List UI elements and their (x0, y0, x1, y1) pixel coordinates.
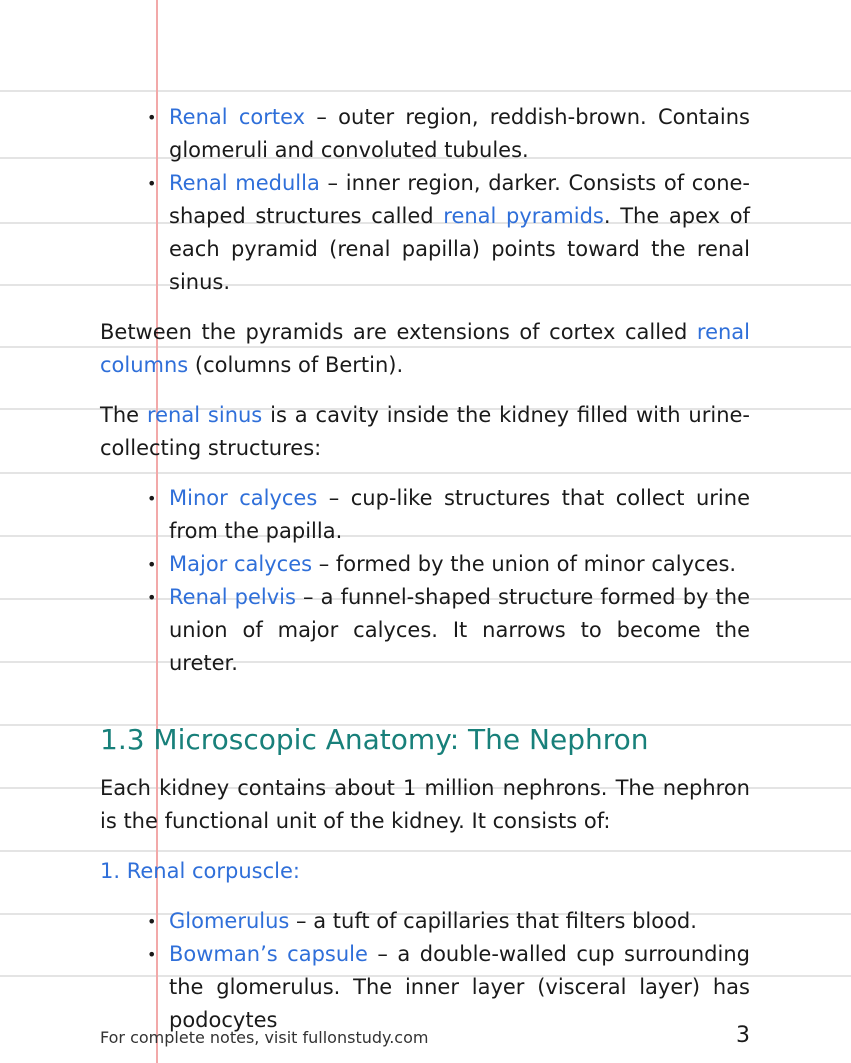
term: Major calyces (169, 552, 313, 576)
term: renal pyramids (443, 204, 604, 228)
page-content (100, 101, 750, 1037)
list-item: • Renal medulla – inner region, darker. Consists of cone-shaped structures called renal pyramids. The apex of each pyramid (renal papilla) points toward the renal sinus. (169, 167, 750, 299)
list-item: • Renal cortex – outer region, reddish-brown. Contains glomeruli and convoluted tubules. (169, 101, 750, 167)
term: Renal cortex (169, 105, 306, 129)
term: Bowman’s capsule (169, 942, 368, 966)
footer-link-text: For complete notes, visit fullonstudy.com (100, 1028, 429, 1047)
list-item: • Glomerulus – a tuft of capillaries that filters blood. (169, 905, 750, 938)
term: renal columns (100, 320, 750, 377)
page-number: 3 (736, 1023, 750, 1048)
list-item: • Major calyces – formed by the union of minor calyces. (169, 548, 750, 581)
term: Renal pelvis (169, 585, 296, 609)
term: Minor calyces (169, 486, 318, 510)
term: Renal medulla (169, 171, 320, 195)
corpuscle-list (100, 905, 750, 1037)
ruled-line (0, 90, 851, 92)
list-item: • Bowman’s capsule – a double-walled cup surrounding the glomerulus. The inner layer (visceral layer) has podocytes (169, 938, 750, 1037)
term: renal sinus (146, 403, 263, 427)
list-item: • Renal pelvis – a funnel-shaped structure formed by the union of major calyces. It narrows to become the ureter. (169, 581, 750, 680)
term: Glomerulus (169, 909, 290, 933)
sinus-list (100, 482, 750, 680)
list-item: • Minor calyces – cup-like structures that collect urine from the papilla. (169, 482, 750, 548)
columns-paragraph: Between the pyramids are extensions of cortex called renal columns (columns of Bertin). (100, 320, 750, 377)
sinus-paragraph: The renal sinus is a cavity inside the kidney filled with urine-collecting structures: (100, 403, 751, 460)
subheading: 1. Renal corpuscle: (100, 859, 300, 883)
nephron-paragraph: Each kidney contains about 1 million nephrons. The nephron is the functional unit of the kidney. It consists of: (100, 776, 750, 833)
structure-list (100, 101, 750, 299)
section-heading: 1.3 Microscopic Anatomy: The Nephron (100, 723, 649, 756)
